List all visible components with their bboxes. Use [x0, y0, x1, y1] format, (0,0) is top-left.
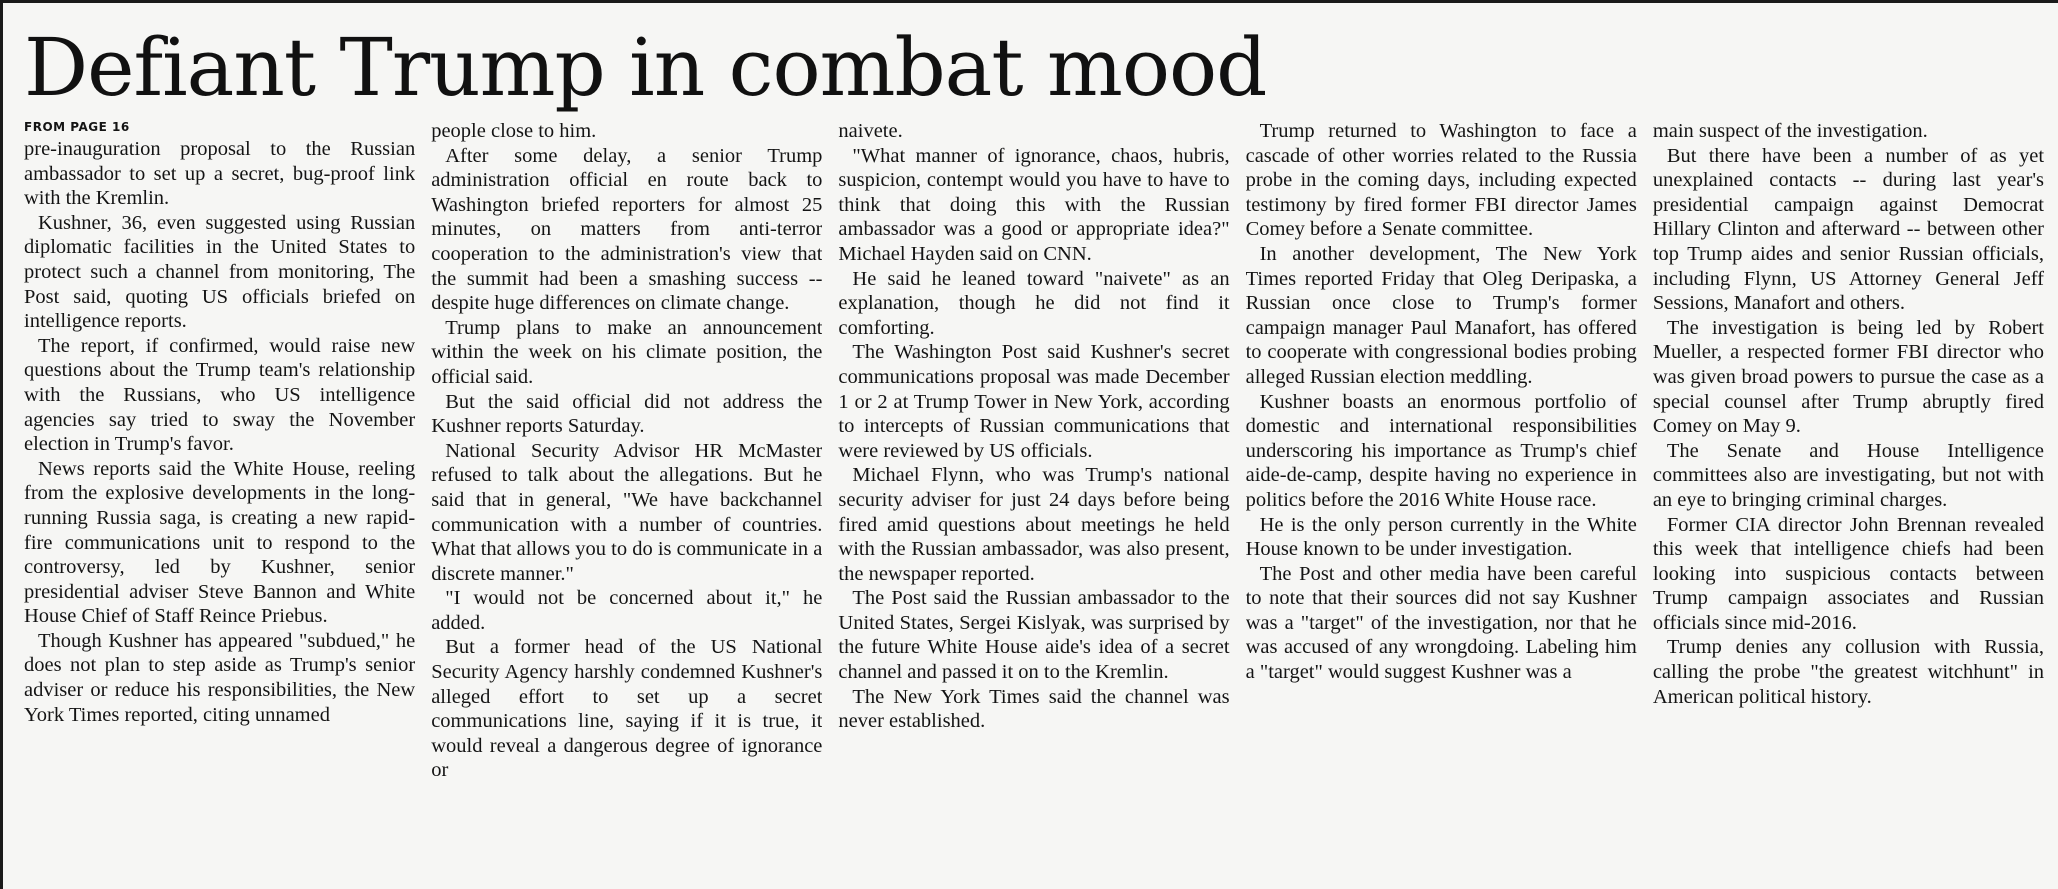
- left-border-rule: [0, 0, 3, 889]
- paragraph: In another development, The New York Times reported Friday that Oleg Deripaska, a Russian once close to Trump's former campaign manager Paul Manafort, has offered to cooperate with congressional bodies probing alleged Russian election meddling.: [1245, 242, 1637, 388]
- paragraph: Former CIA director John Brennan revealed this week that intelligence chiefs had been looking into suspicious contacts between Trump campaign associates and Russian officials since mid-2016.: [1652, 513, 2045, 634]
- paragraph: The Washington Post said Kushner's secret communications proposal was made December 1 or 2 at Trump Tower in New York, according to intercepts of Russian communications that were reviewed by US officials.: [838, 341, 1230, 462]
- article-column-3: [838, 119, 1229, 889]
- top-border-rule: [0, 0, 2058, 3]
- paragraph: main suspect of the investigation.: [1652, 120, 1928, 142]
- paragraph: Kushner boasts an enormous portfolio of domestic and international responsibilities underscoring his importance as Trump's chief aide-de-camp, despite having no experience in politics before the 2016 White House race.: [1245, 390, 1637, 511]
- article-column-5: [1653, 119, 2044, 889]
- paragraph: After some delay, a senior Trump administration official en route back to Washington briefed reporters for almost 25 minutes, on matters from anti-terror cooperation to the administration's view that the summit had been a smashing success -- despite huge differences on climate change.: [431, 144, 823, 315]
- paragraph: The Post and other media have been careful to note that their sources did not say Kushner was a "target" of the investigation, nor that he was accused of any wrongdoing. Labeling him a "target" would suggest Kushner was a: [1245, 562, 1637, 684]
- paragraph: The investigation is being led by Robert Mueller, a respected former FBI director who was given broad powers to pursue the case as a special counsel after Trump abruptly fired Comey on May 9.: [1652, 316, 2045, 438]
- paragraph: people close to him.: [431, 120, 597, 142]
- paragraph: "What manner of ignorance, chaos, hubris, suspicion, contempt would you have to have to think that doing this with the Russian ambassador was a good or appropriate idea?" Michael Hayden said on CNN.: [838, 144, 1230, 265]
- paragraph: But there have been a number of as yet unexplained contacts -- during last year's presidential campaign against Democrat Hillary Clinton and afterward -- between other top Trump aides and senior Russian officials, including Flynn, US Attorney General Jeff Sessions, Manafort and others.: [1652, 144, 2045, 315]
- paragraph: Trump plans to make an announcement within the week on his climate position, the official said.: [431, 316, 823, 388]
- paragraph: Trump returned to Washington to face a cascade of other worries related to the Russia probe in the coming days, including expected testimony by fired former FBI director James Comey before a Senate committee.: [1245, 120, 1637, 241]
- paragraph: National Security Advisor HR McMaster refused to talk about the allegations. But he said that in general, "We have backchannel communication with a number of countries. What that allows you to do is communicate in a discrete manner.": [431, 439, 823, 585]
- paragraph: The New York Times said the channel was never established.: [838, 685, 1230, 733]
- paragraph: "I would not be concerned about it," he added.: [431, 587, 823, 634]
- article-body: [24, 119, 2044, 889]
- paragraph: Michael Flynn, who was Trump's national security adviser for just 24 days before being fired amid questions about meetings he held with the Russian ambassador, was also present, the newspaper reported.: [838, 464, 1230, 585]
- paragraph: naivete.: [838, 120, 903, 142]
- continued-from-label: FROM PAGE 16: [24, 120, 130, 134]
- paragraph: Kushner, 36, even suggested using Russian diplomatic facilities in the United States to protect such a channel from monitoring, The Post said, quoting US officials briefed on intelligence reports.: [24, 211, 416, 333]
- paragraph: Though Kushner has appeared "subdued," he does not plan to step aside as Trump's senior adviser or reduce his responsibilities, the New York Times reported, citing unnamed: [24, 629, 416, 726]
- paragraph: But a former head of the US National Security Agency harshly condemned Kushner's alleged effort to set up a secret communications line, saying if it is true, it would reveal a dangerous degree of ignorance or: [431, 636, 823, 782]
- paragraph: News reports said the White House, reeling from the explosive developments in the long-running Russia saga, is creating a new rapid-fire communications unit to respond to the controversy, led by Kushner, senior presidential adviser Steve Bannon and White House Chief of Staff Reince Priebus.: [24, 457, 416, 628]
- article-column-1: [24, 119, 415, 889]
- paragraph: The Post said the Russian ambassador to the United States, Sergei Kislyak, was surprised by the future White House aide's idea of a secret channel and passed it on to the Kremlin.: [838, 587, 1230, 684]
- article-headline: Defiant Trump in combat mood: [24, 21, 1267, 114]
- article-column-2: [431, 119, 822, 889]
- article-column-4: [1246, 119, 1637, 889]
- paragraph: Trump denies any collusion with Russia, calling the probe "the greatest witchhunt" in American political history.: [1652, 636, 2045, 708]
- paragraph: But the said official did not address the Kushner reports Saturday.: [431, 390, 823, 438]
- paragraph: The Senate and House Intelligence committees also are investigating, but not with an eye to bringing criminal charges.: [1652, 439, 2045, 511]
- paragraph: He is the only person currently in the White House known to be under investigation.: [1245, 513, 1637, 561]
- paragraph: pre-inauguration proposal to the Russian ambassador to set up a secret, bug-proof link with the Kremlin.: [24, 138, 416, 210]
- paragraph: He said he leaned toward "naivete" as an explanation, though he did not find it comforting.: [838, 267, 1230, 339]
- paragraph: The report, if confirmed, would raise new questions about the Trump team's relationship with the Russians, who US intelligence agencies say tried to sway the November election in Trump's favor.: [24, 334, 416, 456]
